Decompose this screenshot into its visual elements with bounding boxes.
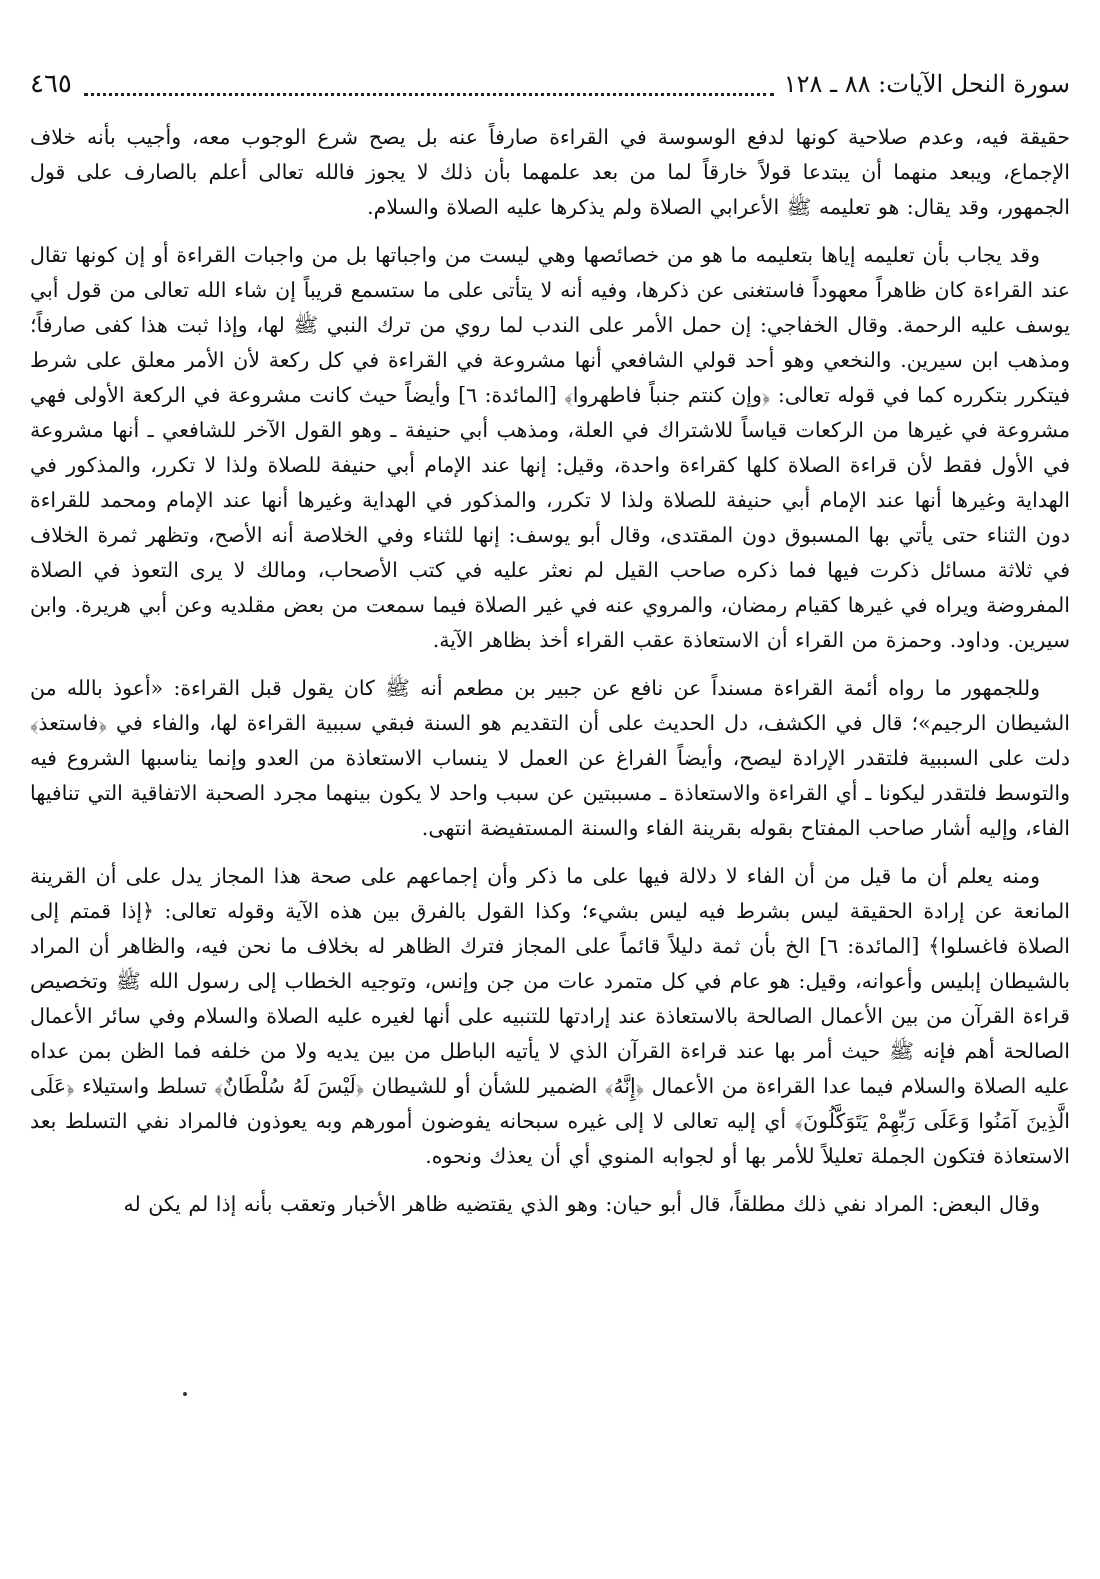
text-body [30,120,1070,1549]
paragraph-4: ومنه يعلم أن ما قيل من أن الفاء لا دلالة فيها على ما ذكر وأن إجماعهم على صحة هذا المجاز يدل على أن القرينة المانعة عن إرادة الحقيقة ليس بشرط فيه ليس بشيء؛ وكذا القول بالفرق بين هذه الآية وقوله تعالى: ﴿إذا قمتم إلى الصلاة فاغسلوا﴾ [المائدة: ٦] الخ بأن ثمة دليلاً قائماً على المجاز فترك الظاهر له بخلاف ما نحن فيه، والظاهر أن المراد بالشيطان إبليس وأعوانه، وقيل: هو عام في كل متمرد عات من جن وإنس، وتوجيه الخطاب إلى رسول الله ﷺ وتخصيص قراءة القرآن من بين الأعمال الصالحة بالاستعاذة عند إرادتها للتنبيه على أنها لغيره عليه الصلاة والسلام وفي سائر الأعمال الصالحة أهم فإنه ﷺ حيث أمر بها عند قراءة القرآن الذي لا يأتيه الباطل من بين يديه ولا من خلفه فما الظن بمن عداه عليه الصلاة والسلام فيما عدا القراءة من الأعمال ﴿إِنَّهُ﴾ الضمير للشأن أو للشيطان ﴿لَيْسَ لَهُ سُلْطَانٌ﴾ تسلط واستيلاء ﴿عَلَى الَّذِينَ آمَنُوا وَعَلَى رَبِّهِمْ يَتَوَكَّلُونَ﴾ أي إليه تعالى لا إلى غيره سبحانه يفوضون أمورهم وبه يعوذون فالمراد نفي التسلط بعد الاستعاذة فتكون الجملة تعليلاً للأمر بها أو لجوابه المنوي أي أن يعذك ونحوه. [30,864,1070,1168]
paragraph-2: وقد يجاب بأن تعليمه إياها بتعليمه ما هو من خصائصها وهي ليست من واجباتها بل من واجبات القراءة أو إن كونها تقال عند القراءة كان ظاهراً معهوداً فاستغنى عن ذكرها، وفيه أنه لا يتأتى على ما ستسمع قريباً إن شاء الله تعالى من قول أبي يوسف عليه الرحمة. وقال الخفاجي: إن حمل الأمر على الندب لما روي من ترك النبي ﷺ لها، وإذا ثبت هذا كفى صارفاً؛ ومذهب ابن سيرين. والنخعي وهو أحد قولي الشافعي أنها مشروعة في القراءة في كل ركعة لأن الأمر معلق على شرط فيتكرر بتكرره كما في قوله تعالى: ﴿وإن كنتم جنباً فاطهروا﴾ [المائدة: ٦] وأيضاً حيث كانت مشروعة في الركعة الأولى فهي مشروعة في غيرها من الركعات قياساً للاشتراك في العلة، ومذهب أبي حنيفة ـ وهو القول الآخر للشافعي ـ أنها مشروعة في الأول فقط لأن قراءة الصلاة كلها كقراءة واحدة، وقيل: إنها عند الإمام أبي حنيفة للصلاة ولذا لا تكرر، والمذكور في الهداية وغيرها أنها عند الإمام أبي حنيفة للصلاة ولذا لا تكرر، والمذكور في الهداية وغيرها أنها عند الإمام ومحمد للقراءة دون الثناء حتى يأتي بها المسبوق دون المقتدى، وقال أبو يوسف: إنها للثناء وفي الخلاصة أنه الأصح، وتظهر ثمرة الخلاف في ثلاثة مسائل ذكرت فيها فما ذكره صاحب القيل لم نعثر عليه في كتب الأصحاب، ومالك لا يرى التعوذ في الصلاة المفروضة ويراه في غيرها كقيام رمضان، والمروي عنه في غير الصلاة فيما سمعت من بعض مقلديه وعن أبي هريرة. وابن سيرين. وداود. وحمزة من القراء أن الاستعاذة عقب القراء أخذ بظاهر الآية. [30,243,1070,652]
page-number: ٤٦٥ [30,69,72,99]
dotted-leader [84,92,774,96]
paragraph-3: وللجمهور ما رواه أئمة القراءة مسنداً عن نافع عن جبير بن مطعم أنه ﷺ كان يقول قبل القراءة: «أعوذ بالله من الشيطان الرجيم»؛ قال في الكشف، دل الحديث على أن التقديم هو السنة فبقي سببية القراءة لها، والفاء في ﴿فاستعذ﴾ دلت على السببية فلتقدر الإرادة ليصح، وأيضاً الفراغ عن العمل لا ينساب الاستعاذة من العدو وإنما يناسبها الشروع فيه والتوسط فلتقدر ليكونا ـ أي القراءة والاستعاذة ـ مسببتين عن سبب واحد لا يكون بينهما مجرد الصحبة الاتفاقية التي تنافيها الفاء، وإليه أشار صاحب المفتاح بقوله بقرينة الفاء والسنة المستفيضة انتهى. [30,676,1070,840]
surah-header-title: سورة النحل الآيات: ٨٨ ـ ١٢٨ [783,70,1070,98]
paragraph-5: وقال البعض: المراد نفي ذلك مطلقاً، قال أبو حيان: وهو الذي يقتضيه ظاهر الأخبار وتعقب بأنه إذا لم يكن له [123,1192,1040,1216]
running-header [30,62,1070,106]
paragraph-1: حقيقة فيه، وعدم صلاحية كونها لدفع الوسوسة في القراءة صارفاً عنه بل يصح شرع الوجوب معه، وأجيب بأنه خلاف الإجماع، ويبعد منهما أن يبتدعا قولاً خارقاً لما من بعد علمهما بأن ذلك لا يجوز فالله تعالى أعلم بالصارف على قول الجمهور، وقد يقال: هو تعليمه ﷺ الأعرابي الصلاة ولم يذكرها عليه الصلاة والسلام. [30,125,1070,219]
ink-speck [183,1392,187,1396]
